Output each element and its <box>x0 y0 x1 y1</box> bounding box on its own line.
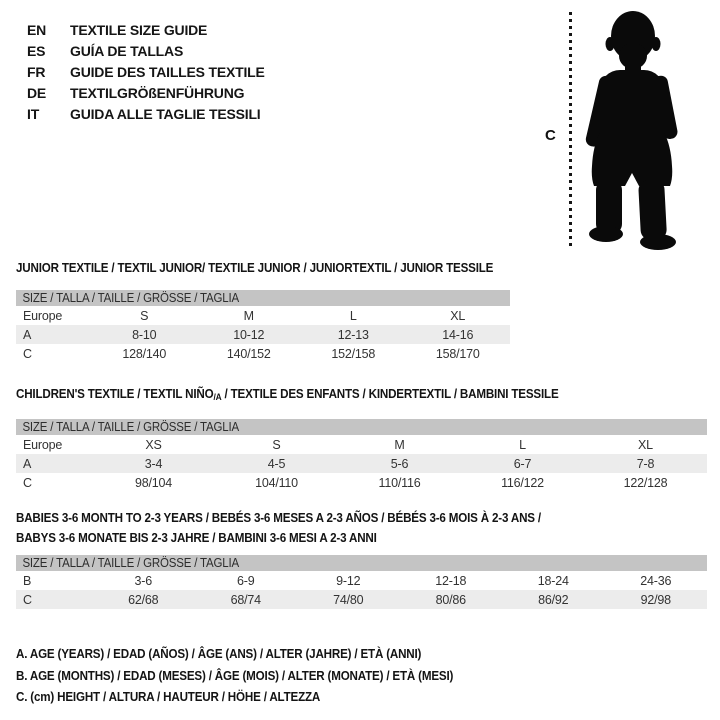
cell: 92/98 <box>640 592 671 607</box>
footnote-b: B. AGE (MONTHS) / EDAD (MESES) / ÂGE (MOIS) / ALTER (MONATE) / ETÀ (MESI) <box>16 668 454 683</box>
cell: 74/80 <box>333 592 364 607</box>
table-row-a <box>16 454 707 473</box>
section-title <box>16 384 659 407</box>
row-label: C <box>23 346 32 361</box>
cell: 158/170 <box>435 346 480 361</box>
cell: 98/104 <box>134 475 173 490</box>
row-label: B <box>23 573 32 588</box>
lang-row-fr <box>27 61 265 82</box>
height-measure-dotted-line <box>569 12 572 250</box>
cell: 116/122 <box>501 475 544 490</box>
cell: 6-9 <box>237 573 255 588</box>
lang-row-de <box>27 82 265 103</box>
lang-code: EN <box>27 21 47 38</box>
babies-size-table <box>16 555 707 609</box>
table-row-b <box>16 571 707 590</box>
title-part: / TEXTILE DES ENFANTS / KINDERTEXTIL / BAMBINI TESSILE <box>221 387 559 401</box>
lang-row-it <box>27 103 265 124</box>
section-title-line2: BABYS 3-6 MONATE BIS 2-3 JAHRE / BAMBINI 3-6 MESI A 2-3 ANNI <box>16 531 377 545</box>
cell: 24-36 <box>640 573 672 588</box>
cell: 3-6 <box>134 573 152 588</box>
size-header-text: SIZE / TALLA / TAILLE / GRÖSSE / TAGLIA <box>22 291 239 305</box>
section-junior-textile <box>16 258 510 363</box>
section-title: JUNIOR TEXTILE / TEXTIL JUNIOR/ TEXTILE JUNIOR / JUNIORTEXTIL / JUNIOR TESSILE <box>16 261 494 275</box>
table-row-a <box>16 325 510 344</box>
children-size-table <box>16 419 707 492</box>
cell: 5-6 <box>390 456 409 471</box>
size-header-text: SIZE / TALLA / TAILLE / GRÖSSE / TAGLIA <box>22 556 239 570</box>
cell: 8-10 <box>132 327 157 342</box>
cell: 10-12 <box>233 327 265 342</box>
row-label: A <box>23 456 32 471</box>
table-row-c <box>16 473 707 492</box>
cell: 152/158 <box>331 346 376 361</box>
cell: L <box>349 308 357 323</box>
cell: M <box>243 308 254 323</box>
size-header-bar <box>16 419 707 435</box>
row-label: Europe <box>23 308 63 323</box>
table-row-europe <box>16 435 707 454</box>
lang-title: GUIDE DES TAILLES TEXTILE <box>70 63 265 80</box>
size-header-text: SIZE / TALLA / TAILLE / GRÖSSE / TAGLIA <box>22 420 239 434</box>
cell: XL <box>450 308 466 323</box>
cell: 140/152 <box>226 346 271 361</box>
cell: 7-8 <box>636 456 655 471</box>
cell: 4-5 <box>267 456 286 471</box>
cell: M <box>394 437 405 452</box>
toddler-silhouette-image <box>576 8 684 250</box>
language-title-list <box>27 19 265 124</box>
lang-title: GUIDA ALLE TAGLIE TESSILI <box>70 105 261 122</box>
lang-row-es <box>27 40 265 61</box>
cell: 6-7 <box>513 456 532 471</box>
lang-code: FR <box>27 63 46 80</box>
row-label: C <box>23 592 32 607</box>
lang-title: TEXTILGRÖßENFÜHRUNG <box>70 84 245 101</box>
cell: 14-16 <box>442 327 474 342</box>
title-part: CHILDREN'S TEXTILE / TEXTIL NIÑO <box>16 387 214 401</box>
footnote-a: A. AGE (YEARS) / EDAD (AÑOS) / ÂGE (ANS) / ALTER (JAHRE) / ETÀ (ANNI) <box>16 647 422 661</box>
lang-code: IT <box>27 105 40 122</box>
section-babies-textile <box>16 508 707 609</box>
footnote-c: C. (cm) HEIGHT / ALTURA / HAUTEUR / HÖHE / ALTEZZA <box>16 690 321 704</box>
table-row-c <box>16 590 707 609</box>
lang-code: ES <box>27 42 46 59</box>
cell: 80/86 <box>435 592 466 607</box>
size-header-bar <box>16 290 510 306</box>
cell: 86/92 <box>538 592 569 607</box>
cell: 128/140 <box>122 346 167 361</box>
cell: L <box>519 437 526 452</box>
row-label: A <box>23 327 32 342</box>
lang-title: TEXTILE SIZE GUIDE <box>70 21 208 38</box>
table-row-c <box>16 344 510 363</box>
cell: 3-4 <box>144 456 163 471</box>
cell: 12-18 <box>435 573 467 588</box>
junior-size-table <box>16 290 510 363</box>
cell: S <box>140 308 149 323</box>
cell: 122/128 <box>623 475 668 490</box>
cell: XL <box>638 437 653 452</box>
cell: 110/116 <box>378 475 421 490</box>
cell: XS <box>145 437 162 452</box>
cell: 104/110 <box>255 475 298 490</box>
table-row-europe <box>16 306 510 325</box>
cell: S <box>272 437 281 452</box>
lang-row-en <box>27 19 265 40</box>
cell: 12-13 <box>337 327 369 342</box>
cell: 9-12 <box>336 573 361 588</box>
section-childrens-textile <box>16 384 707 492</box>
row-label: C <box>23 475 32 490</box>
footnote-legend <box>16 644 486 709</box>
cell: 62/68 <box>128 592 159 607</box>
size-header-bar <box>16 555 707 571</box>
section-title-line1: BABIES 3-6 MONTH TO 2-3 YEARS / BEBÉS 3-6 MESES A 2-3 AÑOS / BÉBÉS 3-6 MOIS À 2-3 ANS / <box>16 511 541 525</box>
cell: 18-24 <box>537 573 569 588</box>
title-subscript: /A <box>213 392 222 402</box>
height-measure-label: C <box>545 127 556 144</box>
cell: 68/74 <box>230 592 261 607</box>
row-label: Europe <box>23 437 63 452</box>
lang-code: DE <box>27 84 47 101</box>
lang-title: GUÍA DE TALLAS <box>70 42 184 59</box>
